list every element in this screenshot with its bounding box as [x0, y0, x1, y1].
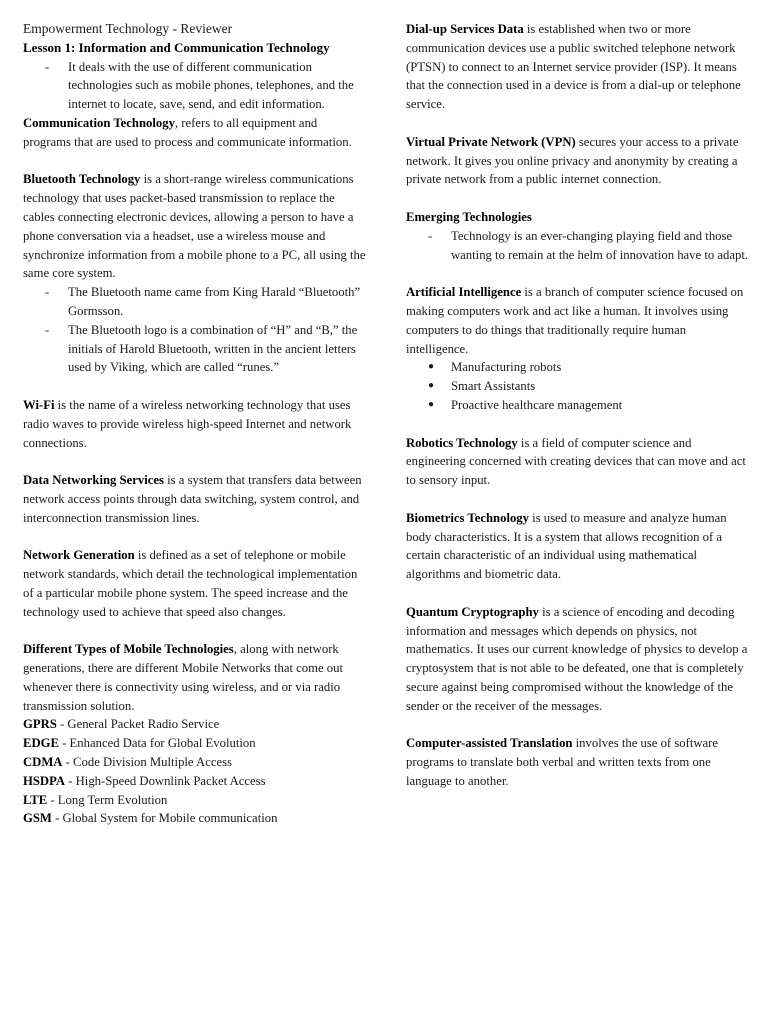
vpn-paragraph: Virtual Private Network (VPN) secures your access to a private network. It gives you online privacy and anonymity by creating a private network from a public internet connection.: [406, 134, 739, 187]
term: Wi-Fi: [23, 397, 55, 412]
term: Dial-up Services Data: [406, 22, 524, 36]
term: Virtual Private Network (VPN): [406, 134, 576, 149]
bluetooth-list: [23, 283, 368, 377]
network-generation-paragraph: Network Generation is defined as a set of telephone or mobile network standards, which detail the technological implementation of a particular mobile phone system. The speed increase and the technology used to achieve that speed also changes.: [23, 548, 358, 619]
left-column: [23, 20, 368, 828]
dash-marker: -: [45, 285, 50, 300]
bluetooth-paragraph: Bluetooth Technology is a short-range wireless communications technology that uses packet-based transmission to replace the cables connecting electronic devices, allowing a person to have a phone conversation via a headset, use a wireless mouse and synchronize information from a mobile phone to a PC, all using the same core system.: [23, 172, 366, 281]
dash-marker: -: [45, 322, 50, 337]
list-item: - The Bluetooth logo is a combination of “H” and “B,” the initials of Harold Bluetooth, written in the ancient letters used by Viking, which are called “runes.”: [45, 322, 358, 375]
wifi-paragraph: Wi-Fi is the name of a wireless networking technology that uses radio waves to provide wireless high-speed Internet and network connections.: [23, 397, 352, 450]
term: Quantum Cryptography: [406, 604, 539, 619]
list-item: - It deals with the use of different communication technologies such as mobile phones, telephones, and the internet to locate, save, send, and edit information.: [45, 59, 354, 112]
lesson-list: [23, 58, 368, 114]
term: Biometrics Technology: [406, 510, 529, 525]
list-item: - The Bluetooth name came from King Harald “Bluetooth” Gormsson.: [45, 285, 361, 318]
bullet-marker: ●: [428, 361, 435, 373]
ai-section: [406, 283, 751, 415]
abbreviation-line: CDMA - Code Division Multiple Access: [23, 755, 232, 770]
abbreviation-line: GSM - Global System for Mobile communication: [23, 811, 278, 826]
list-item: - Technology is an ever-changing playing field and those wanting to remain at the helm of innovation have to adapt.: [428, 228, 749, 262]
data-networking-paragraph: Data Networking Services is a system that transfers data between network access points through data switching, system control, and interconnection transmission lines.: [23, 473, 362, 525]
mobile-technologies-section: [23, 640, 368, 828]
robotics-paragraph: Robotics Technology is a field of computer science and engineering concerned with creating devices that can move and act to sensory input.: [406, 435, 746, 488]
term: Data Networking Services: [23, 473, 164, 488]
term: Artificial Intelligence: [406, 285, 522, 300]
abbreviation-line: EDGE - Enhanced Data for Global Evolution: [23, 736, 256, 751]
bullet-marker: ●: [428, 380, 435, 392]
emerging-section: [406, 208, 751, 264]
dialup-paragraph: Dial-up Services Data is established when two or more communication devices use a public switched telephone network (PTSN) to connect to an Internet service provider (ISP). It means that the connection used in a device is from a dial-up or telephone service.: [406, 22, 741, 112]
term: Network Generation: [23, 548, 135, 563]
bullet-marker: ●: [428, 398, 435, 410]
emerging-list: [406, 227, 751, 265]
comm-tech-paragraph: Communication Technology, refers to all equipment and programs that are used to process and communicate information.: [23, 115, 352, 149]
mobile-technologies-paragraph: Different Types of Mobile Technologies, along with network generations, there are different Mobile Networks that come out whenever there is connectivity using wireless, and or via radio transmission solution.: [23, 642, 344, 713]
term: Computer-assisted Translation: [406, 736, 573, 751]
quantum-paragraph: Quantum Cryptography is a science of encoding and decoding information and messages which depends on physics, not mathematics. It uses our current knowledge of physics to develop a cryptosystem that is not able to be defeated, one that is completely secure against being compromised without the knowledge of the sender or the receiver of the messages.: [406, 604, 748, 713]
emerging-heading: [406, 208, 751, 227]
term: Emerging Technologies: [406, 209, 532, 224]
ai-examples-list: [406, 358, 751, 414]
list-item: ● Proactive healthcare management: [406, 396, 751, 415]
ai-paragraph: Artificial Intelligence is a branch of computer science focused on making computers work and act like a human. It involves using computers to do things that traditionally require human intelligence.: [406, 285, 744, 356]
term: Communication Technology: [23, 115, 175, 130]
lesson-heading: Lesson 1: Information and Communication Technology: [23, 39, 330, 55]
document-title: Empowerment Technology - Reviewer: [23, 21, 233, 36]
right-column: [406, 20, 751, 809]
term: Bluetooth Technology: [23, 172, 141, 187]
dash-marker: -: [428, 228, 433, 243]
translation-paragraph: Computer-assisted Translation involves the use of software programs to translate both verbal and written texts from one language to another.: [406, 736, 719, 788]
term: Different Types of Mobile Technologies: [23, 642, 234, 657]
list-item: ● Smart Assistants: [406, 377, 751, 396]
biometrics-paragraph: Biometrics Technology is used to measure and analyze human body characteristics. It is a system that allows recognition of a certain characteristic of an individual using mathematical algorithms and biometric data.: [406, 510, 727, 582]
list-item: ● Manufacturing robots: [406, 358, 751, 377]
abbreviation-line: LTE - Long Term Evolution: [23, 792, 168, 807]
abbreviation-line: GPRS - General Packet Radio Service: [23, 717, 220, 732]
abbreviation-line: HSDPA - High-Speed Downlink Packet Access: [23, 773, 266, 788]
bluetooth-section: [23, 170, 368, 377]
term: Robotics Technology: [406, 435, 518, 450]
dash-marker: -: [45, 59, 50, 74]
